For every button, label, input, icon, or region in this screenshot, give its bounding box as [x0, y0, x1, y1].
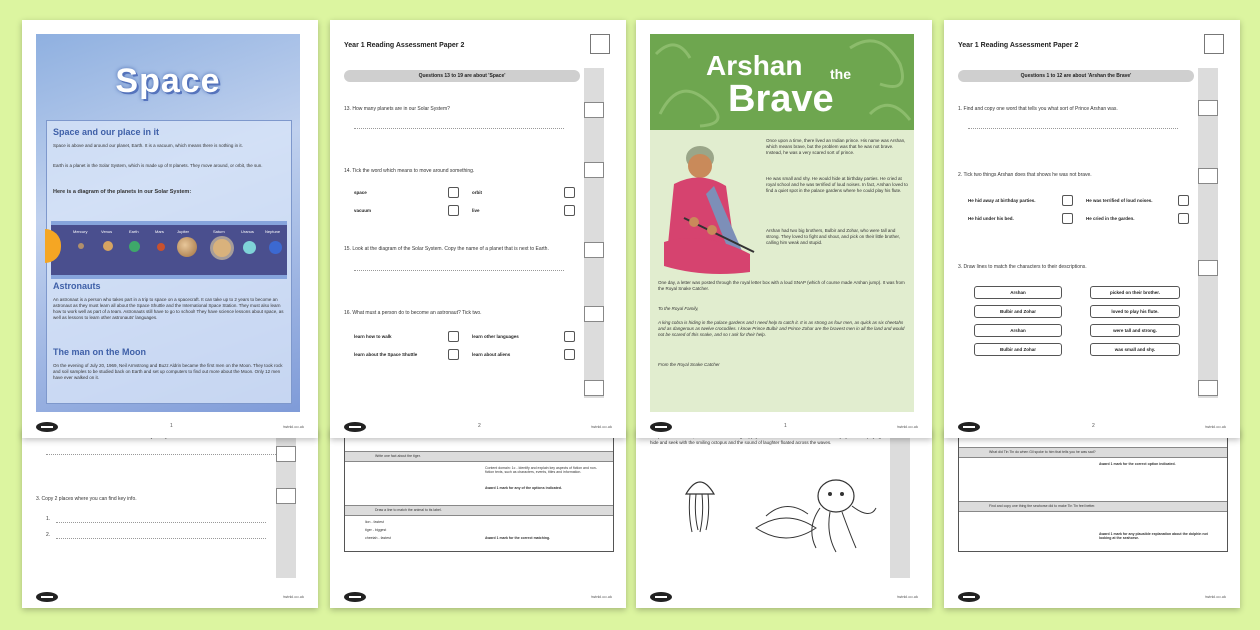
award-text: Award 1 mark for the correct matching. [485, 536, 551, 540]
title-brave: Brave [728, 78, 834, 120]
twinkl-logo-icon [344, 592, 366, 602]
back-page-4 [944, 428, 1240, 608]
letter-greeting: To the Royal Family, [658, 306, 699, 311]
table-row-text: What did Tin Tin do when Gil spoke to him that tells you he was sad? [989, 450, 1096, 454]
sun-icon [45, 229, 61, 263]
table-row-text: Draw a line to match the animal to its label. [375, 508, 442, 512]
planet-label: Jupiter [177, 229, 190, 234]
character-box[interactable]: Bulbir and Zohar [974, 343, 1062, 356]
paper-header: Year 1 Reading Assessment Paper 2 [958, 42, 1079, 49]
answer-line [56, 538, 266, 539]
mark-box[interactable] [584, 102, 604, 118]
option-label: orbit [472, 190, 482, 195]
table-row [345, 461, 613, 500]
match-item: tiger - biggest [365, 528, 387, 532]
footer-url: twinkl.co.uk [1205, 594, 1226, 599]
table-row [959, 457, 1227, 502]
description-box[interactable]: loved to play his flute. [1090, 305, 1180, 318]
description-box[interactable]: picked on their brother. [1090, 286, 1180, 299]
award-text: Award 1 mark for the correct option indicated. [1099, 462, 1176, 466]
uranus-icon [243, 241, 256, 254]
mark-box[interactable] [1198, 380, 1218, 396]
option-checkbox[interactable] [448, 349, 459, 360]
back-page-3 [636, 428, 932, 608]
mark-gutter [1198, 68, 1218, 398]
option-label: He was terrified of loud noises. [1086, 198, 1153, 203]
question-3: 3. Draw lines to match the characters to their descriptions. [958, 264, 1087, 270]
space-text-page [22, 20, 318, 438]
option-label: learn other languages [472, 334, 519, 339]
table-row [959, 511, 1227, 550]
character-box[interactable]: Arshan [974, 324, 1062, 337]
planet-label: Mercury [73, 229, 88, 234]
option-checkbox[interactable] [564, 205, 575, 216]
story-paragraph: One day, a letter was posted through the royal letter box with a loud SNAP (which of course made Arshan jump). It was from the Royal Snake Catcher. [658, 280, 905, 291]
mark-box[interactable] [584, 380, 604, 396]
planet-label: Venus [101, 229, 113, 234]
option-label: He hid under his bed. [968, 216, 1014, 221]
option-checkbox[interactable] [1062, 195, 1073, 206]
character-box[interactable]: Arshan [974, 286, 1062, 299]
mark-scheme-table [958, 428, 1228, 552]
questions-banner: Questions 13 to 19 are about 'Space' [344, 70, 580, 82]
back-question-3: 3. Copy 2 places where you can find key info. [36, 496, 137, 502]
mark-box[interactable] [276, 488, 296, 504]
paragraph: An astronaut is a person who takes part in a trip to space on a spacecraft. It can take up to 2 years to become an astronaut as they must learn all about the Space Shuttle and the International Space Station. They must also learn how to work well as part of a team. Astronauts still have to go to school! They have science lessons about space, as well as lessons to learn other astronauts' languages. [53, 297, 284, 320]
arshan-questions-page [944, 20, 1240, 438]
planet-label: Earth [129, 229, 139, 234]
question-13: 13. How many planets are in our Solar System? [344, 106, 450, 112]
sea-creatures-illustration [746, 468, 886, 558]
table-row-text: Write one fact about the tiger. [375, 454, 421, 458]
page-number: 1 [170, 423, 173, 429]
letter-body: A king cobra is hiding in the palace gardens and I need help to catch it. It is as strong as four men, as quick as six cheetahs and as dangerous as twelve crocodiles. I know Prince Bulbir and Prince Zohar are the bravest men in all the land and would not be scared of this snake, and so I ask for their help. [658, 320, 905, 337]
match-item: cheetah - fastest [365, 536, 391, 540]
paragraph: Earth is a planet in the Solar System, which is made up of 8 planets. They move around, or orbit, the sun. [53, 163, 263, 168]
planet-label: Mars [155, 229, 164, 234]
earth-icon [129, 241, 140, 252]
footer-url: twinkl.co.uk [591, 424, 612, 429]
question-2: 2. Tick two things Arshan does that shows he was not brave. [958, 172, 1092, 178]
story-frame [650, 130, 914, 412]
answer-line [354, 128, 564, 129]
character-box[interactable]: Bulbir and Zohar [974, 305, 1062, 318]
answer-number-1: 1. [46, 516, 51, 522]
footer-url: twinkl.co.uk [283, 424, 304, 429]
letter-signoff: From the Royal Snake Catcher [658, 362, 720, 367]
table-row [345, 515, 613, 550]
title-banner [650, 34, 914, 130]
page-number: 2 [478, 423, 481, 429]
space-questions-page [330, 20, 626, 438]
back-page-1 [22, 428, 318, 608]
story-paragraph: Arshan had two big brothers, Bulbir and Zohar, who were tall and strong. They loved to fight and shout, and pick on their little brother, calling him weak and stupid. [766, 228, 900, 245]
saturn-icon [213, 239, 231, 257]
mars-icon [157, 243, 165, 251]
twinkl-logo-icon [958, 422, 980, 432]
twinkl-logo-icon [36, 422, 58, 432]
story-paragraph [766, 138, 908, 156]
footer-url: twinkl.co.uk [591, 594, 612, 599]
paragraph: Space is above and around our planet, Earth. It is a vacuum, which means there is nothing in it. [53, 143, 243, 148]
story-paragraph: He was small and shy. He would hide at birthday parties. He cried at royal school and he was terrified of loud noises. In fact, Arshan loved to find a quiet spot in the palace gardens where he could play his flute. [766, 176, 908, 193]
twinkl-logo-icon [650, 422, 672, 432]
mark-box[interactable] [1198, 100, 1218, 116]
table-row-text: Find and copy one thing the seahorse did to make Tin Tin feel better. [989, 504, 1096, 508]
match-item: lion - fastest [365, 520, 384, 524]
total-mark-box[interactable] [590, 34, 610, 54]
space-text-panel [46, 120, 292, 404]
content-domain-text: Content domain: 1c - Identify and explain key aspects of fiction and non-fiction texts, such as characters, events, titles and information. [485, 466, 597, 474]
page-number: 2 [1092, 423, 1095, 429]
twinkl-logo-icon [36, 592, 58, 602]
option-label: learn about the Space Shuttle [354, 352, 418, 357]
option-label: learn how to walk [354, 334, 392, 339]
story-panel [650, 34, 914, 412]
twinkl-logo-icon [650, 592, 672, 602]
mark-box[interactable] [584, 162, 604, 178]
mercury-icon [78, 243, 84, 249]
story-text: hide and seek with the smiling octopus and the sound of laughter floated across the waves. [650, 440, 832, 445]
planet-label: Saturn [213, 229, 225, 234]
back-page-2 [330, 428, 626, 608]
option-checkbox[interactable] [564, 331, 575, 342]
answer-line [354, 270, 564, 271]
option-label: live [472, 208, 480, 213]
mark-box[interactable] [1198, 260, 1218, 276]
mark-box[interactable] [584, 306, 604, 322]
option-checkbox[interactable] [1178, 195, 1189, 206]
question-15: 15. Look at the diagram of the Solar System. Copy the name of a planet that is next to Earth. [344, 246, 549, 252]
description-box[interactable]: were tall and strong. [1090, 324, 1180, 337]
neptune-icon [269, 241, 282, 254]
option-label: He cried in the garden. [1086, 216, 1135, 221]
total-mark-box[interactable] [1204, 34, 1224, 54]
footer-url: twinkl.co.uk [897, 424, 918, 429]
option-checkbox[interactable] [564, 187, 575, 198]
option-checkbox[interactable] [564, 349, 575, 360]
arshan-text-page [636, 20, 932, 438]
option-label: learn about aliens [472, 352, 511, 357]
solar-system-diagram [51, 221, 287, 279]
paragraph: On the evening of July 20, 1969, Neil Armstrong and Buzz Aldrin became the first men on the Moon. They took rock and soil samples to be studied back on Earth and set up computers to find out more about the Moon. Only 12 men have ever walked on it. [53, 363, 283, 380]
planet-label: Neptune [265, 229, 281, 234]
option-checkbox[interactable] [1062, 213, 1073, 224]
footer-url: twinkl.co.uk [897, 594, 918, 599]
footer-url: twinkl.co.uk [283, 594, 304, 599]
question-14: 14. Tick the word which means to move around something. [344, 168, 475, 174]
option-label: vacuum [354, 208, 372, 213]
description-box[interactable]: was small and shy. [1090, 343, 1180, 356]
paper-header: Year 1 Reading Assessment Paper 2 [344, 42, 465, 49]
mark-scheme-table [344, 428, 614, 552]
question-1: 1. Find and copy one word that tells you what sort of Prince Arshan was. [958, 106, 1118, 112]
option-checkbox[interactable] [1178, 213, 1189, 224]
option-checkbox[interactable] [448, 205, 459, 216]
award-text: Award 1 mark for any plausible explanation about the dolphin not looking at the seahorse. [1099, 532, 1208, 540]
mark-box[interactable] [584, 242, 604, 258]
footer-url: twinkl.co.uk [1205, 424, 1226, 429]
jupiter-icon [177, 237, 197, 257]
page-title: Space [115, 62, 221, 100]
prince-illustration [654, 134, 764, 282]
answer-number-2: 2. [46, 532, 51, 538]
answer-line [968, 128, 1178, 129]
option-label: He hid away at birthday parties. [968, 198, 1036, 203]
page-number: 1 [784, 423, 787, 429]
planet-label: Uranus [241, 229, 254, 234]
mark-gutter [890, 428, 910, 578]
diagram-caption: Here is a diagram of the planets in our Solar System: [53, 189, 192, 195]
twinkl-logo-icon [958, 592, 980, 602]
mark-box[interactable] [276, 446, 296, 462]
question-16: 16. What must a person do to become an astronaut? Tick two. [344, 310, 482, 316]
section-heading: Space and our place in it [53, 127, 160, 137]
option-label: space [354, 190, 367, 195]
title-arshan: Arshan [706, 50, 803, 81]
venus-icon [103, 241, 113, 251]
answer-line [56, 522, 266, 523]
option-checkbox[interactable] [448, 331, 459, 342]
mark-box[interactable] [1198, 168, 1218, 184]
space-background [36, 34, 300, 412]
section-heading: The man on the Moon [53, 347, 146, 357]
story-paragraph-text: Once upon a time, there lived an Indian prince. His name was Arshan, which means brave, but the problem was that he was not brave. Instead, he was a very scared sort of prince. [766, 138, 906, 155]
jellyfish-illustration [682, 474, 718, 536]
section-heading: Astronauts [53, 281, 101, 291]
questions-banner: Questions 1 to 12 are about 'Arshan the Brave' [958, 70, 1194, 82]
title-the: the [830, 66, 851, 82]
answer-line [46, 454, 286, 455]
option-checkbox[interactable] [448, 187, 459, 198]
twinkl-logo-icon [344, 422, 366, 432]
award-text: Award 1 mark for any of the options indicated. [485, 486, 562, 490]
